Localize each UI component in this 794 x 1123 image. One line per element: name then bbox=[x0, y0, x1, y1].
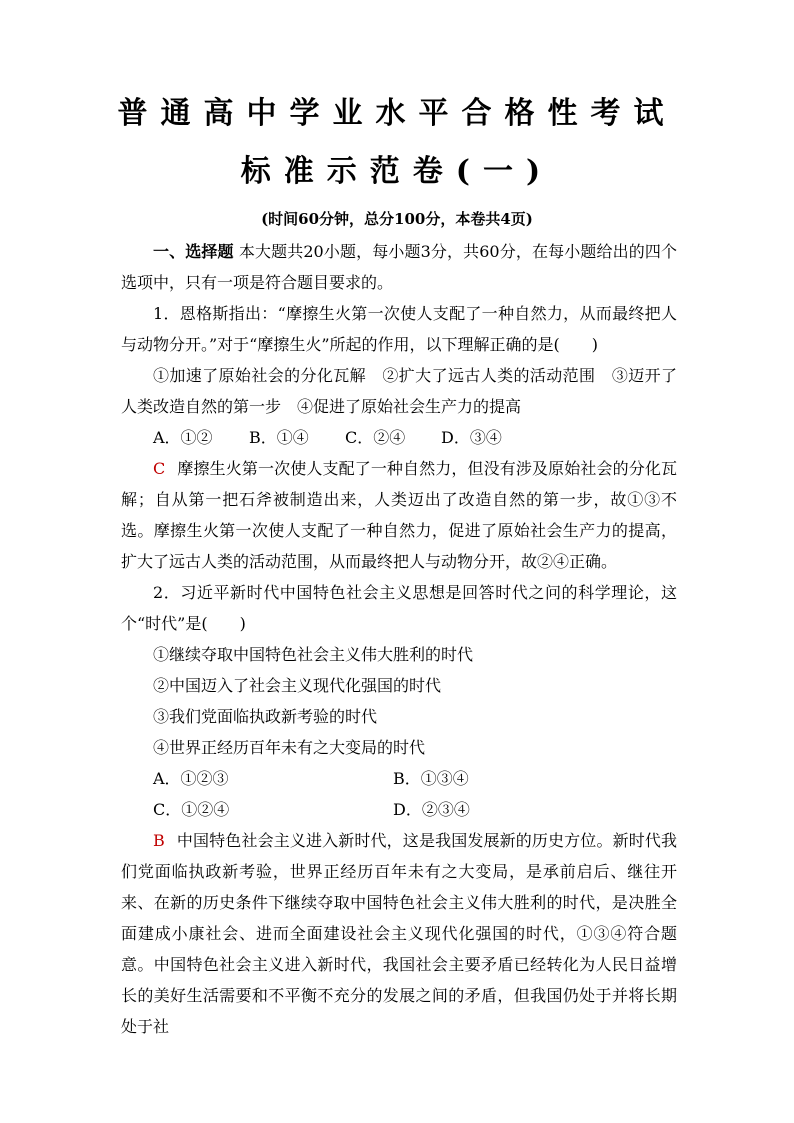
question-1-statements: ①加速了原始社会的分化瓦解 ②扩大了远古人类的活动范围 ③迈开了人类改造自然的第一步 ④促进了原始社会生产力的提高 bbox=[121, 366, 677, 416]
exam-subtitle: 标准示范卷(一) bbox=[240, 154, 554, 189]
section-heading: 一、选择题 bbox=[153, 242, 234, 261]
question-2-statement-2: ②中国迈入了社会主义现代化强国的时代 bbox=[153, 676, 442, 695]
question-2-statement-1: ①继续夺取中国特色社会主义伟大胜利的时代 bbox=[153, 645, 474, 664]
q2-option-d: D．②③④ bbox=[393, 800, 470, 819]
question-2-options-row-1 bbox=[153, 763, 677, 794]
exam-body bbox=[121, 236, 677, 1042]
question-2-stem: 2．习近平新时代中国特色社会主义思想是回答时代之问的科学理论，这个“时代”是( ) bbox=[121, 583, 677, 633]
exam-title: 普通高中学业水平合格性考试 bbox=[117, 96, 677, 131]
question-2-answer: B bbox=[153, 831, 165, 850]
question-1-stem: 1．恩格斯指出：“摩擦生火第一次使人支配了一种自然力，从而最终把人与动物分开。”对于“摩擦生火”所起的作用，以下理解正确的是( ) bbox=[121, 304, 677, 354]
q2-option-a: A．①②③ bbox=[153, 769, 229, 788]
question-2-statement-4: ④世界正经历百年未有之大变局的时代 bbox=[153, 738, 426, 757]
q1-option-a: A．①② bbox=[153, 428, 213, 447]
q1-option-c: C．②④ bbox=[345, 428, 406, 447]
question-2-explanation-text: 中国特色社会主义进入新时代，这是我国发展新的历史方位。新时代我们党面临执政新考验，世界正经历百年未有之大变局，是承前启后、继往开来、在新的历史条件下继续夺取中国特色社会主义伟大胜利的时代，是决胜全面建成小康社会、进而全面建设社会主义现代化强国的时代，①③④符合题意。中国特色社会主义进入新时代，我国社会主要矛盾已经转化为人民日益增长的美好生活需要和不平衡不充分的发展之间的矛盾，但我国仍处于并将长期处于社 bbox=[121, 831, 677, 1036]
q2-option-b: B．①③④ bbox=[393, 769, 469, 788]
question-1-options bbox=[153, 422, 677, 453]
exam-meta: (时间60分钟，总分100分，本卷共4页) bbox=[261, 210, 533, 228]
q1-option-d: D．③④ bbox=[441, 428, 502, 447]
question-1-explanation bbox=[121, 453, 677, 577]
question-2-explanation bbox=[121, 825, 677, 1042]
section-intro bbox=[121, 236, 677, 298]
question-2-statement-3: ③我们党面临执政新考验的时代 bbox=[153, 707, 378, 726]
question-1-explanation-text: 摩擦生火第一次使人支配了一种自然力，但没有涉及原始社会的分化瓦解；自从第一把石斧被制造出来，人类迈出了改造自然的第一步，故①③不选。摩擦生火第一次使人支配了一种自然力，促进了原始社会生产力的提高，扩大了远古人类的活动范围，从而最终把人与动物分开，故②④正确。 bbox=[121, 459, 677, 571]
question-1-answer: C bbox=[153, 459, 166, 478]
question-2-options-row-2 bbox=[153, 794, 677, 825]
q1-option-b: B．①④ bbox=[249, 428, 309, 447]
q2-option-c: C．①②④ bbox=[153, 800, 230, 819]
section-instructions: 本大题共20小题，每小题3分，共60分，在每小题给出的四个选项中，只有一项是符合题目要求的。 bbox=[121, 242, 677, 292]
